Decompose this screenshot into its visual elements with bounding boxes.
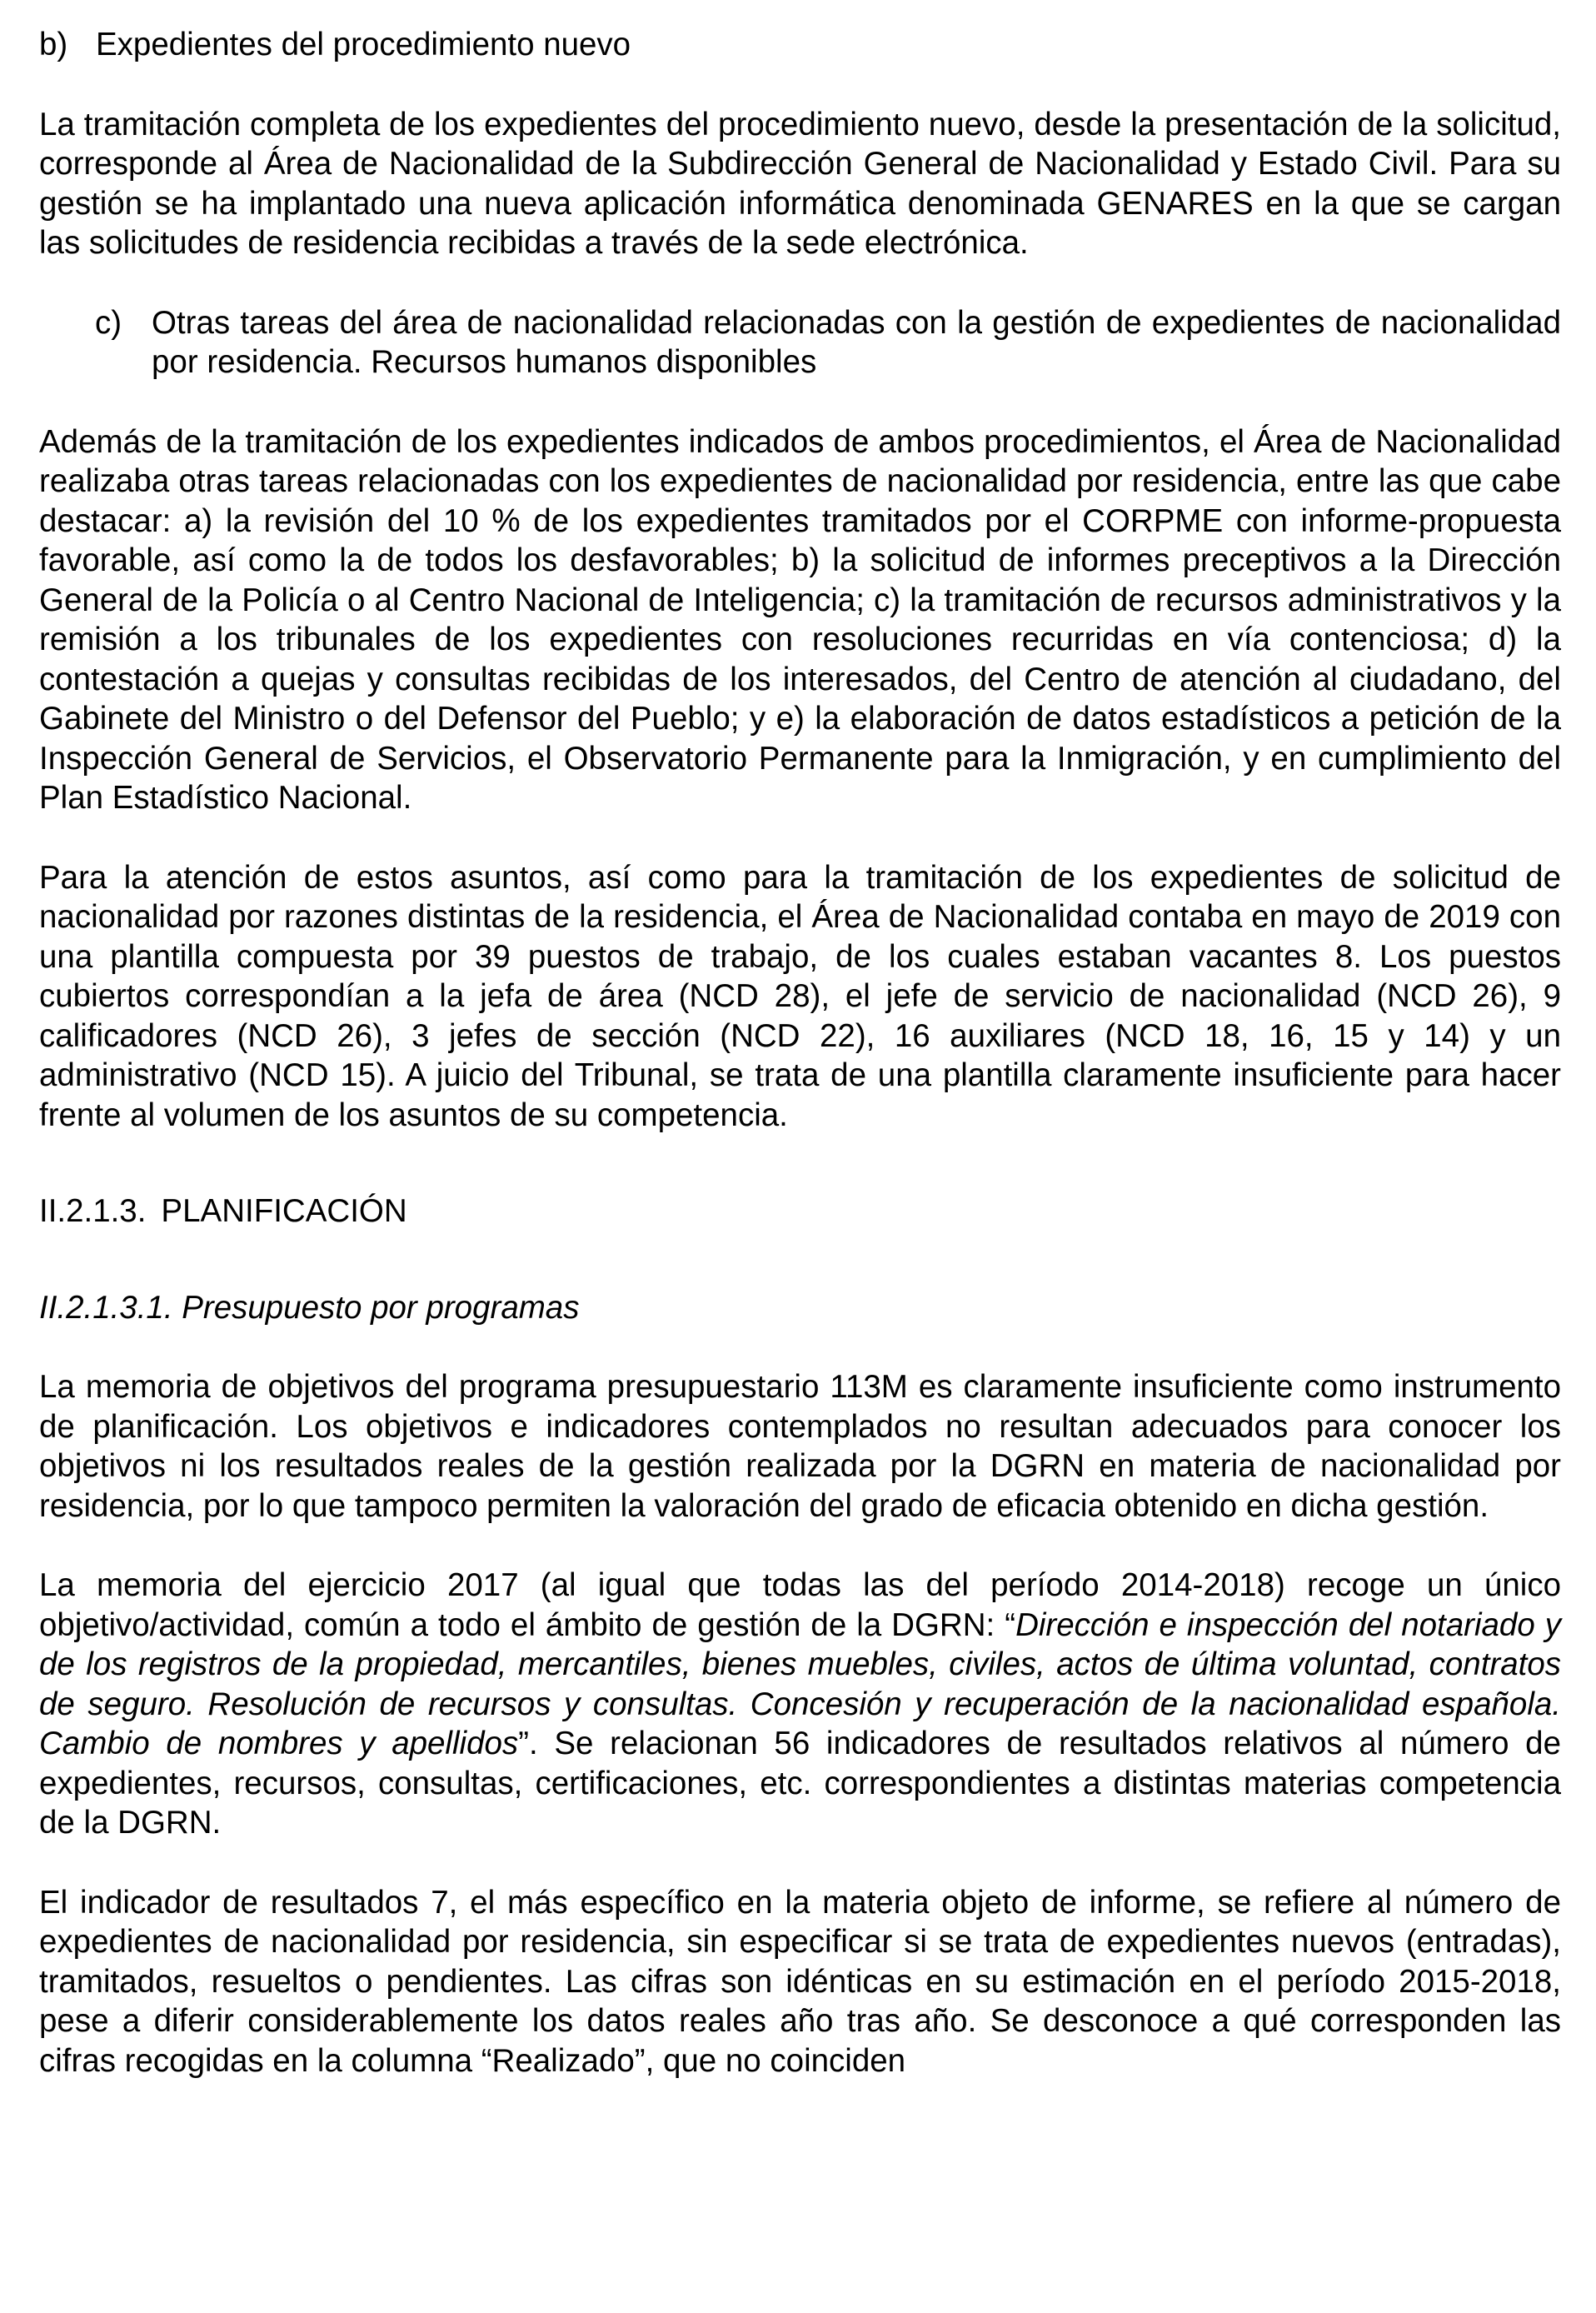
subsection-number: II.2.1.3.1. xyxy=(39,1289,173,1326)
document-page xyxy=(39,25,1561,2081)
list-item-label: c) xyxy=(95,304,122,341)
list-item-c xyxy=(95,303,1561,382)
paragraph-genares: La tramitación completa de los expedientes del procedimiento nuevo, desde la presentación de la solicitud, corresponde al Área de Nacionalidad de la Subdirección General de Nacionalidad y Estado Civil. Para su gestión se ha implantado una nueva aplicación informática denominada GENARES en la que se cargan las solicitudes de residencia recibidas a través de la sede electrónica. xyxy=(39,106,1561,261)
paragraph-otras-tareas: Además de la tramitación de los expedientes indicados de ambos procedimientos, el Área de Nacionalidad realizaba otras tareas relacionadas con los expedientes de nacionalidad por residencia, entre las que cabe destacar: a) la revisión del 10 % de los expedientes tramitados por el CORPME con informe-propuesta favorable, así como la de todos los desfavorables; b) la solicitud de informes preceptivos a la Dirección General de la Policía o al Centro Nacional de Inteligencia; c) la tramitación de recursos administrativos y la remisión a los tribunales de los expedientes con resoluciones recurridas en vía contenciosa; d) la contestación a quejas y consultas recibidas de los interesados, del Centro de atención al ciudadano, del Gabinete del Ministro o del Defensor del Pueblo; y e) la elaboración de datos estadísticos a petición de la Inspección General de Servicios, el Observatorio Permanente para la Inmigración, y en cumplimiento del Plan Estadístico Nacional. xyxy=(39,423,1561,816)
list-item-text: Otras tareas del área de nacionalidad relacionadas con la gestión de expedientes de nacionalidad por residencia. Recursos humanos disponibles xyxy=(152,304,1561,380)
list-item-b xyxy=(39,25,1561,65)
paragraph-text: La memoria del ejercicio 2017 (al igual que todas las del período 2014-2018) recoge un único objetivo/actividad, común a todo el ámbito de gestión de la DGRN: “ xyxy=(39,1567,1561,1643)
paragraph-text: ”. Se relacionan 56 indicadores de resultados relativos al número de expedientes, recursos, consultas, certificaciones, etc. correspondientes a distintas materias competencia de la DGRN. xyxy=(39,1726,1561,1841)
list-item-label: b) xyxy=(39,27,68,62)
quoted-objective: Dirección e inspección del notariado y de los registros de la propiedad, mercantiles, bienes muebles, civiles, actos de última voluntad, contratos de seguro. Resolución de recursos y consultas. Concesión y recuperación de la nacionalidad española. Cambio de nombres y apellidos xyxy=(39,1606,1562,1761)
section-heading xyxy=(39,1191,1561,1231)
section-title: PLANIFICACIÓN xyxy=(161,1193,407,1229)
subsection-title: Presupuesto por programas xyxy=(182,1289,580,1326)
paragraph-memoria-2017 xyxy=(39,1566,1561,1843)
list-item-text: Expedientes del procedimiento nuevo xyxy=(96,27,631,62)
paragraph-plantilla: Para la atención de estos asuntos, así como para la tramitación de los expedientes de solicitud de nacionalidad por razones distintas de la residencia, el Área de Nacionalidad contaba en mayo de 2019 con una plantilla compuesta por 39 puestos de trabajo, de los cuales estaban vacantes 8. Los puestos cubiertos correspondían a la jefa de área (NCD 28), el jefe de servicio de nacionalidad (NCD 26), 9 calificadores (NCD 26), 3 jefes de sección (NCD 22), 16 auxiliares (NCD 18, 16, 15 y 14) y un administrativo (NCD 15). A juicio del Tribunal, se trata de una plantilla claramente insuficiente para hacer frente al volumen de los asuntos de su competencia. xyxy=(39,859,1561,1133)
paragraph-memoria-objetivos: La memoria de objetivos del programa presupuestario 113M es claramente insuficiente como instrumento de planificación. Los objetivos e indicadores contemplados no resultan adecuados para conocer los objetivos ni los resultados reales de la gestión realizada por la DGRN en materia de nacionalidad por residencia, por lo que tampoco permiten la valoración del grado de eficacia obtenido en dicha gestión. xyxy=(39,1369,1561,1524)
subsection-heading xyxy=(39,1288,1561,1328)
section-number: II.2.1.3. xyxy=(39,1193,147,1229)
paragraph-indicador-7: El indicador de resultados 7, el más específico en la materia objeto de informe, se refiere al número de expedientes de nacionalidad por residencia, sin especificar si se trata de expedientes nuevos (entradas), tramitados, resueltos o pendientes. Las cifras son idénticas en su estimación en el período 2015-2018, pese a diferir considerablemente los datos reales año tras año. Se desconoce a qué corresponden las cifras recogidas en la columna “Realizado”, que no coinciden xyxy=(39,1884,1561,2079)
